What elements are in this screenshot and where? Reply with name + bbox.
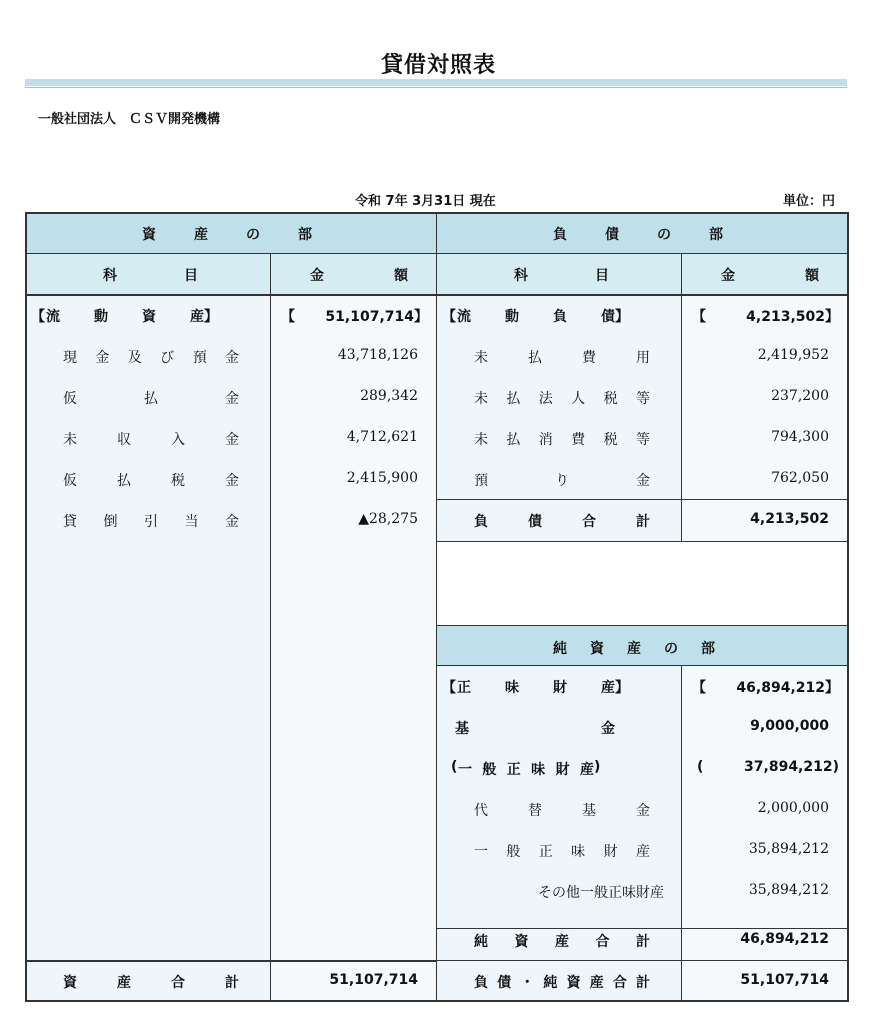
label-char: 消 — [538, 432, 553, 448]
liab-item-amount: 2,419,952 — [757, 347, 829, 363]
unit-label: 単位：円 — [782, 194, 835, 209]
label-char: 産 — [627, 641, 641, 657]
net-general-close: ) — [594, 759, 601, 775]
label-char: 用 — [636, 350, 650, 366]
label-char: 金 — [224, 350, 239, 366]
rule-horizontal — [25, 960, 436, 962]
label-char: 計 — [636, 514, 650, 530]
label-char: 負 — [553, 227, 567, 243]
label-char: 人 — [571, 391, 586, 407]
label-char: 払 — [144, 391, 158, 407]
assets-item-label — [63, 511, 239, 531]
net-total-label — [474, 931, 650, 951]
rule-vertical — [436, 541, 437, 625]
label-char: 一 — [474, 844, 488, 860]
label-char: 純 — [474, 934, 488, 950]
liab-amount-column — [681, 294, 847, 541]
label-char: 目 — [184, 268, 198, 284]
label-char: 費 — [571, 432, 586, 448]
label-char: 貸 — [63, 514, 77, 530]
label-char: 産 — [635, 844, 650, 860]
label-char: 味 — [531, 762, 546, 778]
label-char: 債 — [605, 227, 619, 243]
label-char: 計 — [636, 934, 650, 950]
net-restricted-open: 【 — [442, 680, 456, 696]
label-char: 科 — [514, 268, 528, 284]
label-char: 債 — [601, 309, 615, 325]
label-char: 基 — [582, 803, 596, 819]
label-char: 資 — [514, 934, 529, 950]
assets-item-amount: 289,342 — [360, 388, 418, 404]
label-char: り — [555, 473, 569, 489]
label-char: 計 — [225, 975, 239, 991]
assets-col-item-label — [103, 265, 198, 285]
liab-item-column — [436, 294, 681, 541]
label-char: の — [246, 227, 260, 243]
assets-item-label — [63, 347, 239, 367]
grand-total-amount: 51,107,714 — [740, 972, 829, 988]
net-general-label — [458, 759, 594, 779]
label-char: 金 — [225, 432, 239, 448]
label-char: 金 — [225, 473, 239, 489]
liab-current-label — [457, 306, 615, 326]
label-char: 金 — [636, 473, 650, 489]
label-char: 合 — [612, 975, 627, 991]
label-char: 額 — [805, 268, 819, 284]
net-item-amount: 35,894,212 — [748, 841, 829, 857]
label-char: 合 — [582, 514, 596, 530]
label-char: 法 — [538, 391, 553, 407]
net-general-paren: ( — [697, 759, 704, 775]
label-char: 払 — [117, 473, 131, 489]
label-char: 現 — [63, 350, 77, 366]
label-char: ・ — [520, 975, 535, 991]
label-char: 負 — [474, 975, 488, 991]
label-char: 当 — [184, 514, 199, 530]
document-title: 貸借対照表 — [380, 53, 496, 78]
net-item-label — [474, 800, 650, 820]
liab-total-label — [474, 511, 650, 531]
assets-current-label — [46, 306, 204, 326]
label-char: 資 — [63, 975, 77, 991]
rule-horizontal — [436, 928, 847, 929]
assets-item-amount: 43,718,126 — [337, 347, 418, 363]
label-char: 負 — [553, 309, 567, 325]
label-char: 正 — [457, 680, 471, 696]
label-char: 基 — [455, 721, 469, 737]
label-char: 部 — [709, 227, 723, 243]
label-char: 金 — [95, 350, 110, 366]
liab-item-amount: 237,200 — [771, 388, 829, 404]
label-char: 金 — [636, 803, 650, 819]
assets-item-label — [63, 470, 239, 490]
label-char: 財 — [553, 680, 567, 696]
rule-horizontal — [436, 625, 847, 626]
net-restricted-bracket: 【 — [692, 680, 706, 696]
net-general-open: ( — [451, 759, 458, 775]
liab-current-close: 】 — [615, 309, 629, 325]
organization-name: 一般社団法人 ＣＳＶ開発機構 — [38, 112, 221, 127]
liab-current-bracket: 【 — [692, 309, 706, 325]
label-char: 純 — [553, 641, 567, 657]
liab-col-item-label — [514, 265, 609, 285]
label-char: 未 — [474, 391, 488, 407]
assets-col-amount-label — [310, 265, 408, 285]
label-char: 金 — [225, 514, 239, 530]
label-char: 払 — [528, 350, 542, 366]
label-char: 引 — [144, 514, 158, 530]
label-char: 合 — [595, 934, 610, 950]
label-char: 合 — [171, 975, 185, 991]
label-char: 額 — [394, 268, 408, 284]
liab-item-label — [474, 347, 650, 367]
liab-item-label — [474, 429, 650, 449]
rule-horizontal — [436, 960, 847, 961]
label-char: 等 — [635, 432, 650, 448]
liab-col-amount-label — [721, 265, 819, 285]
liab-item-amount: 762,050 — [771, 470, 829, 486]
liab-item-label — [474, 388, 650, 408]
assets-item-label — [63, 388, 239, 408]
label-char: 税 — [603, 391, 618, 407]
assets-current-bracket: 【 — [281, 309, 295, 325]
assets-total-amount-value: 51,107,714 — [329, 972, 418, 988]
rule-horizontal — [436, 541, 847, 542]
label-char: 負 — [474, 514, 488, 530]
label-char: 財 — [603, 844, 618, 860]
net-general-amount: 37,894,212) — [744, 759, 839, 775]
rule-horizontal — [436, 499, 847, 500]
label-char: 未 — [474, 432, 488, 448]
net-other-amount: 35,894,212 — [748, 882, 829, 898]
label-char: 払 — [506, 432, 521, 448]
label-char: 財 — [555, 762, 570, 778]
label-char: 産 — [555, 934, 569, 950]
rule-vertical — [270, 253, 271, 1000]
net-restricted-amount: 46,894,212】 — [736, 680, 839, 696]
label-char: 資 — [142, 309, 156, 325]
label-char: 正 — [538, 844, 553, 860]
label-char: 費 — [582, 350, 596, 366]
label-char: 味 — [571, 844, 586, 860]
label-char: 流 — [457, 309, 471, 325]
liab-current-open: 【 — [442, 309, 456, 325]
liab-item-label — [474, 470, 650, 490]
label-char: 産 — [117, 975, 131, 991]
label-char: 未 — [474, 350, 488, 366]
label-char: 般 — [506, 844, 521, 860]
label-char: 動 — [94, 309, 108, 325]
label-char: 般 — [482, 762, 497, 778]
assets-item-amount: 4,712,621 — [346, 429, 418, 445]
label-char: 産 — [194, 227, 208, 243]
label-char: 科 — [103, 268, 117, 284]
assets-current-open: 【 — [31, 309, 45, 325]
label-char: 及 — [127, 350, 142, 366]
label-char: 純 — [543, 975, 558, 991]
label-char: 替 — [528, 803, 542, 819]
liab-total-amount: 4,213,502 — [750, 511, 829, 527]
label-char: 税 — [171, 473, 185, 489]
label-char: 金 — [721, 268, 735, 284]
label-char: 部 — [701, 641, 715, 657]
label-char: 流 — [46, 309, 60, 325]
label-char: 産 — [589, 975, 604, 991]
label-char: 代 — [474, 803, 488, 819]
label-char: 目 — [595, 268, 609, 284]
rule-vertical — [681, 665, 682, 1000]
label-char: び — [160, 350, 175, 366]
label-char: 金 — [225, 391, 239, 407]
label-char: 等 — [635, 391, 650, 407]
as-of-date: 令和 7年 3月31日 現在 — [355, 194, 496, 209]
label-char: 預 — [474, 473, 488, 489]
assets-current-close: 】 — [204, 309, 218, 325]
label-char: 資 — [142, 227, 156, 243]
label-char: 計 — [635, 975, 650, 991]
liab-item-amount: 794,300 — [771, 429, 829, 445]
label-char: 部 — [298, 227, 312, 243]
label-char: 債 — [497, 975, 512, 991]
label-char: 資 — [590, 641, 604, 657]
rule-horizontal — [25, 1000, 848, 1002]
label-char: 収 — [117, 432, 131, 448]
net-item-label — [474, 841, 650, 861]
label-char: 産 — [601, 680, 615, 696]
label-char: 正 — [506, 762, 521, 778]
net-other-label: その他一般正味財産 — [538, 885, 664, 901]
label-char: 味 — [505, 680, 519, 696]
label-char: 金 — [601, 721, 615, 737]
title-underline-rule — [25, 87, 847, 88]
rule-vertical — [681, 253, 682, 541]
label-char: 倒 — [103, 514, 118, 530]
assets-item-amount: ▲28,275 — [358, 511, 418, 527]
label-char: 産 — [190, 309, 204, 325]
grand-total-label — [474, 972, 650, 992]
assets-section-label — [142, 224, 312, 244]
label-char: 入 — [171, 432, 185, 448]
assets-item-label — [63, 429, 239, 449]
label-char: 仮 — [63, 473, 77, 489]
label-char: 動 — [505, 309, 519, 325]
label-char: 一 — [458, 762, 472, 778]
net-fund-label — [455, 718, 615, 738]
label-char: 未 — [63, 432, 77, 448]
liab-current-amount: 4,213,502】 — [746, 309, 839, 325]
net-total-amount: 46,894,212 — [740, 931, 829, 947]
liabilities-section-label — [553, 224, 723, 244]
label-char: 債 — [528, 514, 542, 530]
assets-item-amount: 2,415,900 — [346, 470, 418, 486]
label-char: 預 — [192, 350, 207, 366]
title-underline-bar — [25, 79, 847, 86]
net-amount-column — [681, 665, 847, 1000]
label-char: 税 — [603, 432, 618, 448]
net-fund-amount: 9,000,000 — [750, 718, 829, 734]
rule-vertical — [847, 541, 848, 625]
label-char: の — [657, 227, 671, 243]
rule-vertical — [25, 212, 27, 1002]
net-assets-section-label — [553, 638, 715, 658]
net-item-amount: 2,000,000 — [757, 800, 829, 816]
label-char: 産 — [579, 762, 594, 778]
net-restricted-close: 】 — [615, 680, 629, 696]
label-char: 仮 — [63, 391, 77, 407]
assets-total-label — [63, 972, 239, 992]
label-char: 資 — [566, 975, 581, 991]
net-restricted-label — [457, 677, 615, 697]
label-char: 金 — [310, 268, 324, 284]
label-char: の — [664, 641, 678, 657]
label-char: 払 — [506, 391, 521, 407]
rule-horizontal — [436, 665, 847, 666]
assets-current-amount: 51,107,714】 — [325, 309, 428, 325]
